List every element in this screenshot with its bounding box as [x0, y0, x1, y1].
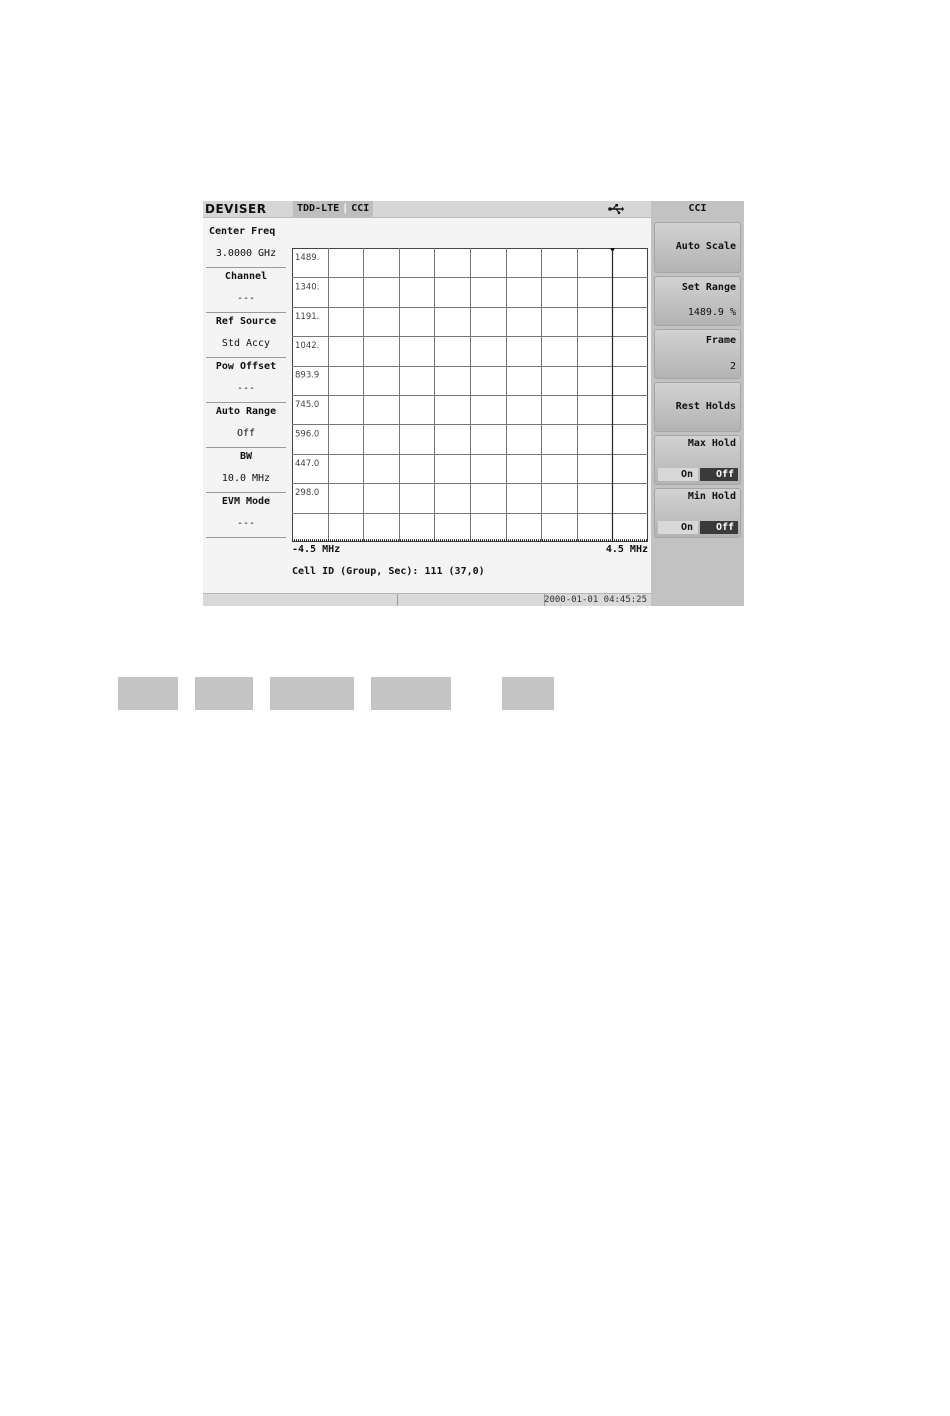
logo-text: DEVISER	[205, 202, 267, 216]
max-hold-button[interactable]	[654, 435, 741, 485]
freq-start-label: -4.5 MHz	[292, 544, 341, 555]
param-value: 3.0000 GHz	[215, 248, 277, 259]
param-label: Auto Range	[215, 406, 277, 417]
max-hold-on[interactable]: On	[658, 468, 698, 481]
grey-block	[195, 677, 253, 710]
param-value: ---	[236, 383, 256, 394]
cell-id-readout: Cell ID (Group, Sec): 111 (37,0)	[292, 566, 485, 577]
min-hold-off[interactable]: Off	[700, 521, 738, 534]
frame-label: Frame	[705, 335, 736, 346]
y-tick-label: 447.0	[295, 458, 320, 469]
y-tick-label: 1042.	[295, 341, 320, 352]
min-hold-toggle[interactable]	[658, 521, 740, 534]
param-value: Off	[236, 428, 256, 439]
param-ref-source[interactable]	[206, 313, 286, 358]
status-segment	[397, 594, 545, 606]
max-hold-toggle[interactable]	[658, 468, 740, 481]
set-range-value: 1489.9 %	[687, 307, 736, 318]
y-tick-label: 1191.	[295, 311, 320, 322]
frame-value: 2	[729, 361, 736, 372]
param-label: Center Freq	[209, 226, 276, 237]
param-label: Pow Offset	[215, 361, 277, 372]
top-bar	[203, 201, 651, 218]
min-hold-label: Min Hold	[687, 491, 736, 502]
param-label: EVM Mode	[221, 496, 271, 507]
grey-block	[502, 677, 554, 710]
param-value: 10.0 MHz	[221, 473, 271, 484]
min-hold-on[interactable]: On	[658, 521, 698, 534]
param-center-freq[interactable]	[206, 223, 286, 268]
param-auto-range[interactable]	[206, 403, 286, 448]
param-channel[interactable]	[206, 268, 286, 313]
frequency-axis	[292, 544, 648, 556]
freq-end-label: 4.5 MHz	[605, 544, 648, 555]
y-tick-label: 1489.	[295, 253, 320, 263]
parameter-list	[206, 223, 286, 538]
param-evm-mode[interactable]	[206, 493, 286, 538]
min-hold-button[interactable]	[654, 488, 741, 538]
usb-icon	[608, 203, 624, 215]
deviser-logo	[205, 202, 267, 216]
y-tick-label: 298.0	[295, 488, 320, 499]
set-range-label: Set Range	[681, 282, 736, 293]
mode-label: TDD-LTE	[297, 203, 340, 214]
status-bar	[203, 593, 651, 606]
param-value: ---	[236, 293, 256, 304]
grey-block	[270, 677, 354, 710]
measurement-label: CCI	[351, 203, 370, 214]
mode-indicator[interactable]	[293, 201, 373, 217]
datetime: 2000-01-01 04:45:25	[544, 595, 647, 605]
param-pow-offset[interactable]	[206, 358, 286, 403]
max-hold-off[interactable]: Off	[700, 468, 738, 481]
set-range-button[interactable]	[654, 276, 741, 326]
auto-scale-button[interactable]	[654, 222, 741, 273]
instrument-screen	[203, 201, 744, 606]
param-label: Ref Source	[215, 316, 277, 327]
param-value: ---	[236, 518, 256, 529]
softkey-panel	[651, 201, 744, 606]
panel-title: CCI	[688, 203, 707, 214]
y-tick-label: 745.0	[295, 400, 320, 410]
status-segment	[203, 594, 398, 606]
rest-holds-label: Rest Holds	[675, 401, 736, 412]
mode-separator: |	[342, 203, 349, 214]
param-label: Channel	[224, 271, 268, 282]
frame-button[interactable]	[654, 329, 741, 379]
rest-holds-button[interactable]	[654, 382, 741, 432]
grey-block	[118, 677, 178, 710]
y-tick-label: 893.9	[295, 370, 320, 381]
param-bw[interactable]	[206, 448, 286, 493]
y-tick-label: 596.0	[295, 429, 320, 440]
y-tick-label: 1340.	[295, 282, 320, 293]
cci-chart	[292, 248, 648, 542]
param-value: Std Accy	[221, 338, 271, 349]
max-hold-label: Max Hold	[687, 438, 736, 449]
param-label: BW	[239, 451, 253, 462]
auto-scale-label: Auto Scale	[675, 241, 736, 252]
grey-block	[371, 677, 451, 710]
